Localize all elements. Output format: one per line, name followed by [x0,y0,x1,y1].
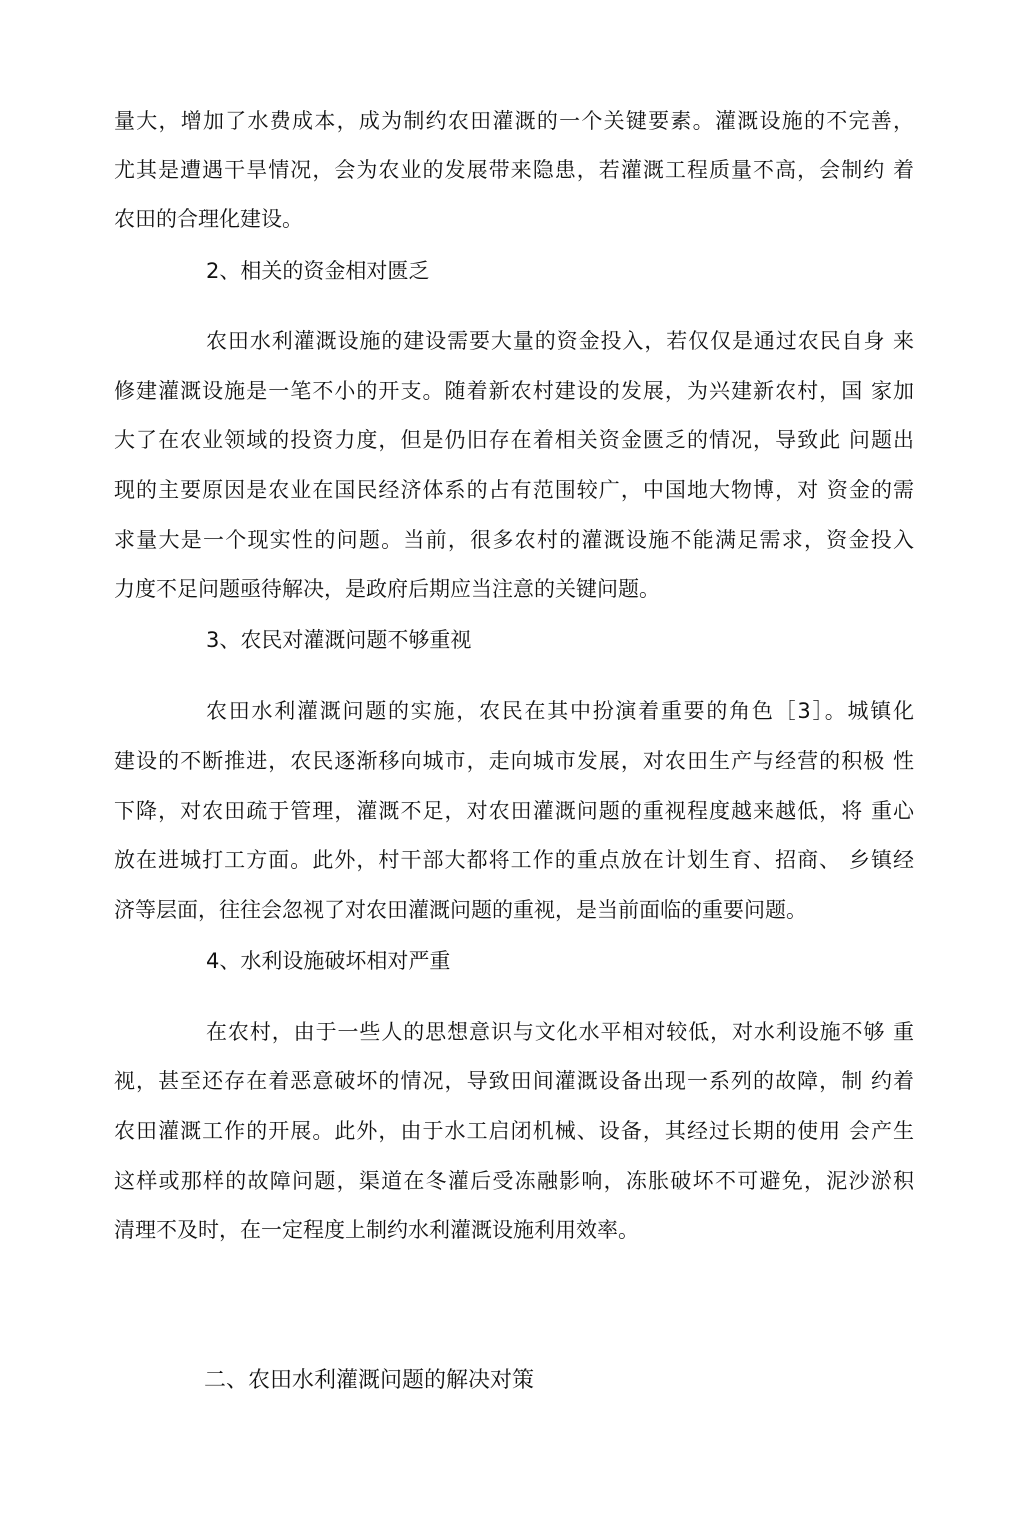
paragraph-line: 下降，对农田疏于管理，灌溉不足，对农田灌溉问题的重视程度越来越低，将 重心 [114,799,914,823]
paragraph-line: 农田水利灌溉问题的实施，农民在其中扮演着重要的角色［3］。城镇化 [206,699,914,723]
paragraph-line: 视，甚至还存在着恶意破坏的情况，导致田间灌溉设备出现一系列的故障，制 约着 [114,1069,914,1093]
subsection-heading: 3、农民对灌溉问题不够重视 [206,628,472,652]
subsection-heading: 2、相关的资金相对匮乏 [206,259,430,283]
paragraph-line: 现的主要原因是农业在国民经济体系的占有范围较广，中国地大物博，对 资金的需 [114,478,914,502]
paragraph-line: 济等层面，往往会忽视了对农田灌溉问题的重视，是当前面临的重要问题。 [114,898,807,922]
paragraph-line: 农田的合理化建设。 [114,207,303,231]
paragraph-line: 在农村，由于一些人的思想意识与文化水平相对较低，对水利设施不够 重 [206,1020,914,1044]
paragraph-line: 求量大是一个现实性的问题。当前，很多农村的灌溉设施不能满足需求，资金投入 [114,528,914,552]
paragraph-line: 放在进城打工方面。此外，村干部大都将工作的重点放在计划生育、招商、 乡镇经 [114,848,914,872]
paragraph-line: 修建灌溉设施是一笔不小的开支。随着新农村建设的发展，为兴建新农村，国 家加 [114,379,914,403]
paragraph-line: 建设的不断推进，农民逐渐移向城市，走向城市发展，对农田生产与经营的积极 性 [114,749,914,773]
paragraph-line: 大了在农业领域的投资力度，但是仍旧存在着相关资金匮乏的情况，导致此 问题出 [114,428,914,452]
paragraph-line: 尤其是遭遇干旱情况，会为农业的发展带来隐患，若灌溉工程质量不高，会制约 着 [114,158,914,182]
paragraph-line: 这样或那样的故障问题，渠道在冬灌后受冻融影响，冻胀破坏不可避免，泥沙淤积 [114,1169,914,1193]
paragraph-line: 农田水利灌溉设施的建设需要大量的资金投入，若仅仅是通过农民自身 来 [206,329,914,353]
subsection-heading: 4、水利设施破坏相对严重 [206,949,451,973]
section-heading: 二、农田水利灌溉问题的解决对策 [204,1368,535,1393]
paragraph-line: 农田灌溉工作的开展。此外，由于水工启闭机械、设备，其经过长期的使用 会产生 [114,1119,914,1143]
paragraph-line: 力度不足问题亟待解决，是政府后期应当注意的关键问题。 [114,577,660,601]
paragraph-line: 量大，增加了水费成本，成为制约农田灌溉的一个关键要素。灌溉设施的不完善， [114,109,914,133]
paragraph-line: 清理不及时，在一定程度上制约水利灌溉设施利用效率。 [114,1218,639,1242]
